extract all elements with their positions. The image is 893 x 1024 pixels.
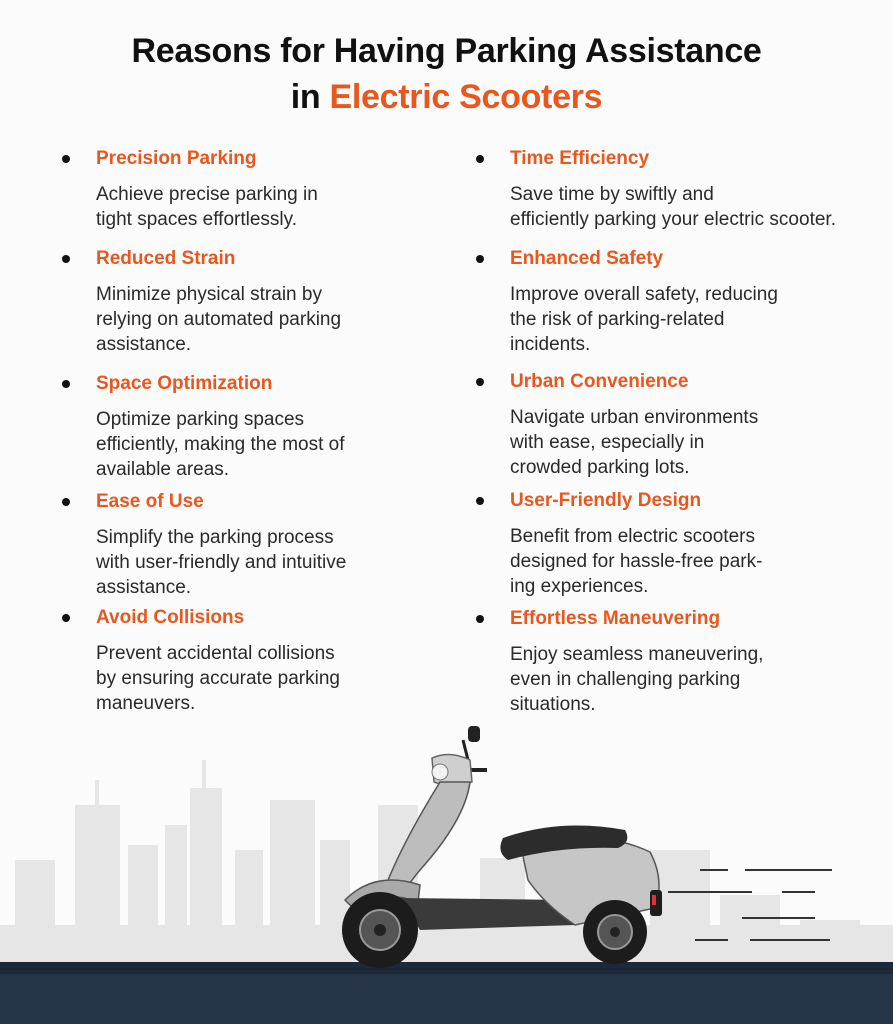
- title-line-2-prefix: in: [290, 78, 330, 116]
- reason-title: Enhanced Safety: [510, 248, 664, 269]
- bullet-icon: [476, 155, 484, 163]
- reason-title: User-Friendly Design: [510, 490, 702, 511]
- reason-title: Precision Parking: [96, 148, 257, 169]
- reason-title: Reduced Strain: [96, 248, 236, 269]
- reason-title: Time Efficiency: [510, 148, 650, 169]
- title-line-1: Reasons for Having Parking Assistance: [131, 32, 762, 70]
- reason-description: Achieve precise parking in tight spaces effortlessly.: [96, 184, 318, 230]
- bullet-icon: [62, 255, 70, 263]
- bullet-icon: [62, 155, 70, 163]
- page-title: [0, 28, 893, 120]
- reason-description: Navigate urban environments with ease, especially in crowded parking lots.: [510, 407, 759, 478]
- road-edge: [0, 962, 893, 974]
- reason-description: Simplify the parking process with user-friendly and intuitive assistance.: [96, 527, 347, 598]
- reason-title: Ease of Use: [96, 491, 204, 512]
- road: [0, 974, 893, 1024]
- bullet-icon: [476, 378, 484, 386]
- reason-title: Urban Convenience: [510, 371, 689, 392]
- bullet-icon: [62, 498, 70, 506]
- reason-description: Minimize physical strain by relying on automated parking assistance.: [96, 284, 342, 355]
- bullet-icon: [476, 615, 484, 623]
- reason-title: Space Optimization: [96, 373, 273, 394]
- reason-description: Benefit from electric scooters designed for hassle-free park- ing experiences.: [510, 526, 763, 597]
- bullet-icon: [62, 380, 70, 388]
- reason-description: Prevent accidental collisions by ensuring accurate parking maneuvers.: [96, 643, 340, 714]
- bullet-icon: [62, 614, 70, 622]
- scooter-illustration: [0, 720, 893, 1024]
- bullet-icon: [476, 255, 484, 263]
- reason-description: Save time by swiftly and efficiently parking your electric scooter.: [510, 184, 836, 230]
- reason-description: Optimize parking spaces efficiently, making the most of available areas.: [96, 409, 345, 480]
- reason-description: Enjoy seamless maneuvering, even in challenging parking situations.: [510, 644, 764, 715]
- title-accent: Electric Scooters: [329, 78, 603, 116]
- reason-title: Effortless Maneuvering: [510, 608, 721, 629]
- reason-title: Avoid Collisions: [96, 607, 245, 628]
- title-line-2: [0, 74, 893, 120]
- reason-description: Improve overall safety, reducing the risk of parking-related incidents.: [510, 284, 778, 355]
- bullet-icon: [476, 497, 484, 505]
